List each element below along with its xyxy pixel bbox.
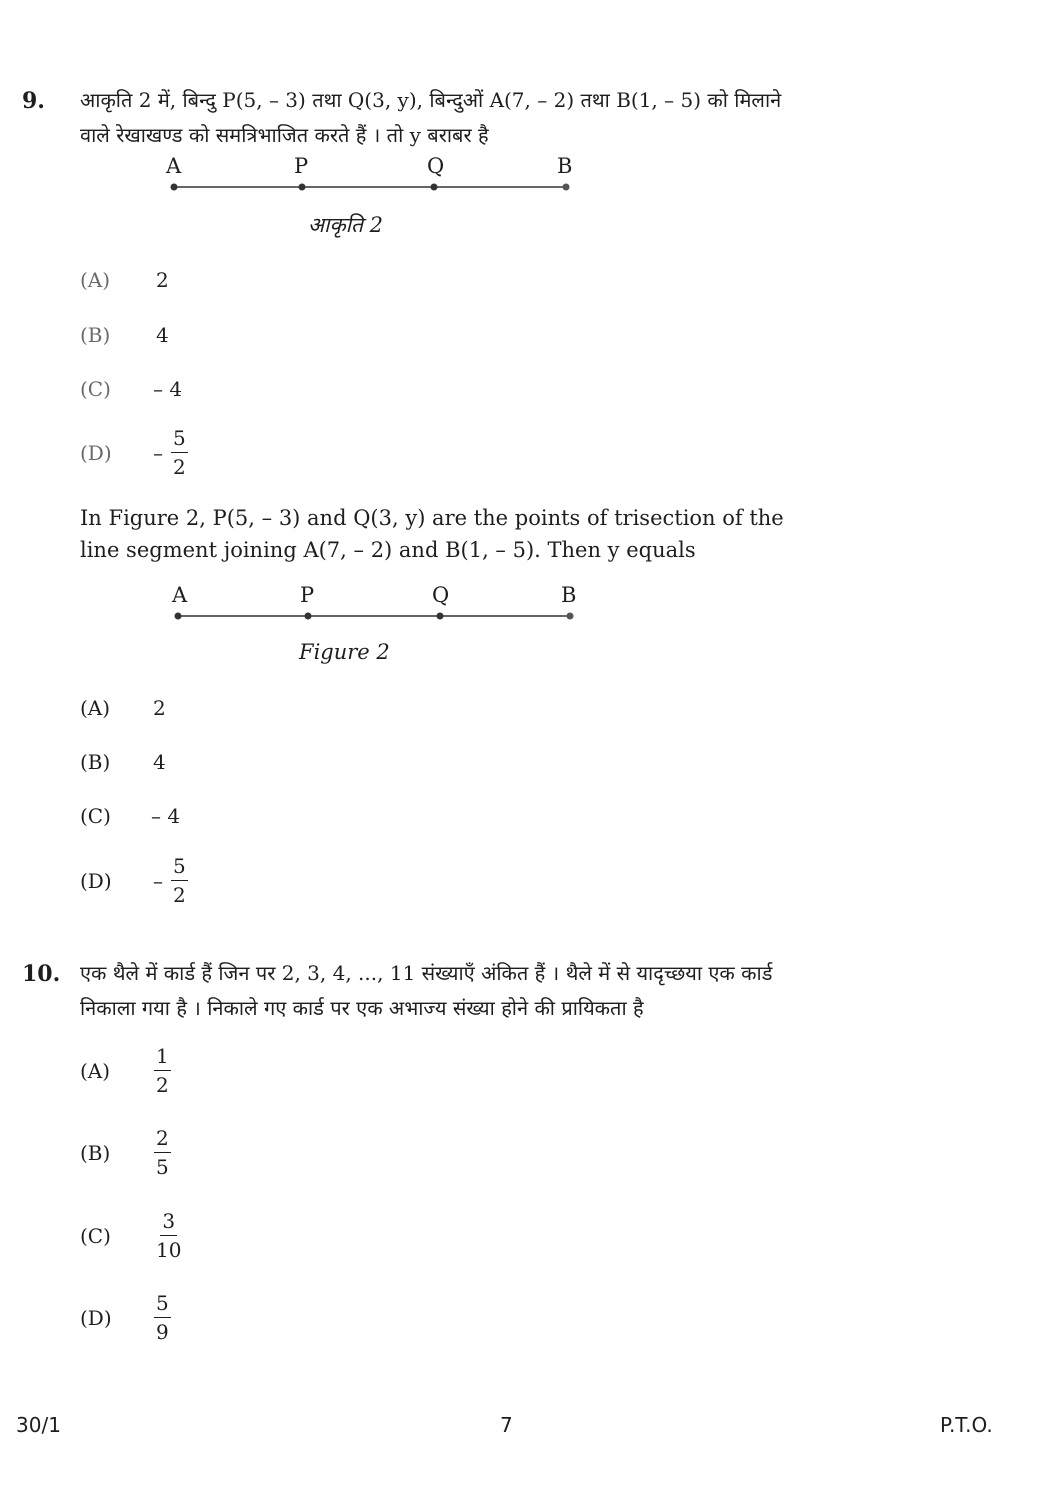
denominator: 10	[156, 1238, 182, 1262]
option-label-c: (C)	[80, 377, 111, 401]
option-value-b: 4	[156, 323, 169, 347]
fraction	[154, 1292, 171, 1343]
option-value-d	[154, 1292, 171, 1343]
denominator: 2	[156, 1073, 169, 1097]
figure-2-english	[164, 581, 584, 631]
point-label-b: B	[557, 154, 573, 178]
paper-code: 30/1	[16, 1413, 61, 1437]
line-segment-diagram	[160, 152, 580, 202]
numerator: 5	[171, 855, 188, 881]
option-value-b	[154, 1127, 171, 1178]
minus-sign: –	[153, 868, 163, 893]
point-p-dot	[305, 613, 312, 620]
option-label-d: (D)	[80, 869, 112, 893]
point-q-dot	[437, 613, 444, 620]
point-a-dot	[171, 184, 178, 191]
option-label-d: (D)	[80, 1306, 112, 1330]
option-label-c: (C)	[80, 1224, 111, 1248]
option-value-c: – 4	[151, 804, 181, 828]
option-label-d: (D)	[80, 441, 112, 465]
option-label-b: (B)	[80, 1141, 111, 1165]
point-label-a: A	[172, 583, 188, 607]
point-label-b: B	[561, 583, 577, 607]
option-value-a: 2	[153, 696, 166, 720]
q10-hindi-line-1: एक थैले में कार्ड हैं जिन पर 2, 3, 4, ..., 11 संख्याएँ अंकित हैं । थैले में से यादृच्छया एक कार्ड	[80, 961, 773, 985]
option-value-b: 4	[153, 750, 166, 774]
point-label-q: Q	[432, 583, 450, 607]
point-label-q: Q	[427, 154, 445, 178]
denominator: 5	[156, 1155, 169, 1179]
fraction	[154, 1127, 171, 1178]
option-label-b: (B)	[80, 750, 111, 774]
option-value-c: – 4	[153, 377, 183, 401]
minus-sign: –	[153, 440, 163, 465]
point-a-dot	[175, 613, 182, 620]
figure-caption-english: Figure 2	[299, 640, 390, 664]
q10-hindi-line-2: निकाला गया है । निकाले गए कार्ड पर एक अभाज्य संख्या होने की प्रायिकता है	[80, 996, 644, 1020]
option-label-a: (A)	[80, 1059, 111, 1083]
option-value-c	[154, 1210, 183, 1261]
point-b-dot	[567, 613, 574, 620]
point-label-p: P	[300, 583, 315, 607]
q9-hindi-text	[80, 83, 960, 153]
please-turn-over: P.T.O.	[940, 1413, 993, 1437]
option-value-a: 2	[156, 268, 169, 292]
numerator: 3	[160, 1210, 177, 1236]
figure-caption-hindi: आकृति 2	[308, 213, 384, 237]
option-value-d	[153, 855, 188, 906]
option-value-d	[153, 427, 188, 478]
point-q-dot	[431, 184, 438, 191]
numerator: 2	[154, 1127, 171, 1153]
option-label-a: (A)	[80, 268, 111, 292]
page-number: 7	[500, 1413, 513, 1437]
denominator: 2	[173, 455, 186, 479]
fraction	[154, 1045, 171, 1096]
numerator: 5	[154, 1292, 171, 1318]
q9-english-line-2: line segment joining A(7, – 2) and B(1, – 5). Then y equals	[80, 538, 696, 562]
denominator: 9	[156, 1320, 169, 1344]
numerator: 5	[171, 427, 188, 453]
point-b-dot	[563, 184, 570, 191]
q10-hindi-text	[80, 956, 960, 1026]
fraction	[171, 855, 188, 906]
option-value-a	[154, 1045, 171, 1096]
point-p-dot	[299, 184, 306, 191]
option-label-c: (C)	[80, 804, 111, 828]
fraction	[171, 427, 188, 478]
q9-hindi-line-2: वाले रेखाखण्ड को समत्रिभाजित करते हैं । तो y बराबर है	[80, 123, 489, 147]
question-number-9: 9.	[22, 88, 45, 114]
figure-2-hindi	[160, 152, 580, 202]
option-label-b: (B)	[80, 323, 111, 347]
q9-english-line-1: In Figure 2, P(5, – 3) and Q(3, y) are the points of trisection of the	[80, 506, 784, 530]
q9-hindi-line-1: आकृति 2 में, बिन्दु P(5, – 3) तथा Q(3, y), बिन्दुओं A(7, – 2) तथा B(1, – 5) को मिलाने	[80, 88, 782, 112]
numerator: 1	[154, 1045, 171, 1071]
line-segment-diagram	[164, 581, 584, 631]
fraction	[154, 1210, 183, 1261]
q9-english-text	[80, 502, 960, 566]
point-label-a: A	[166, 154, 182, 178]
point-label-p: P	[294, 154, 309, 178]
denominator: 2	[173, 883, 186, 907]
question-number-10: 10.	[22, 961, 61, 987]
option-label-a: (A)	[80, 696, 111, 720]
